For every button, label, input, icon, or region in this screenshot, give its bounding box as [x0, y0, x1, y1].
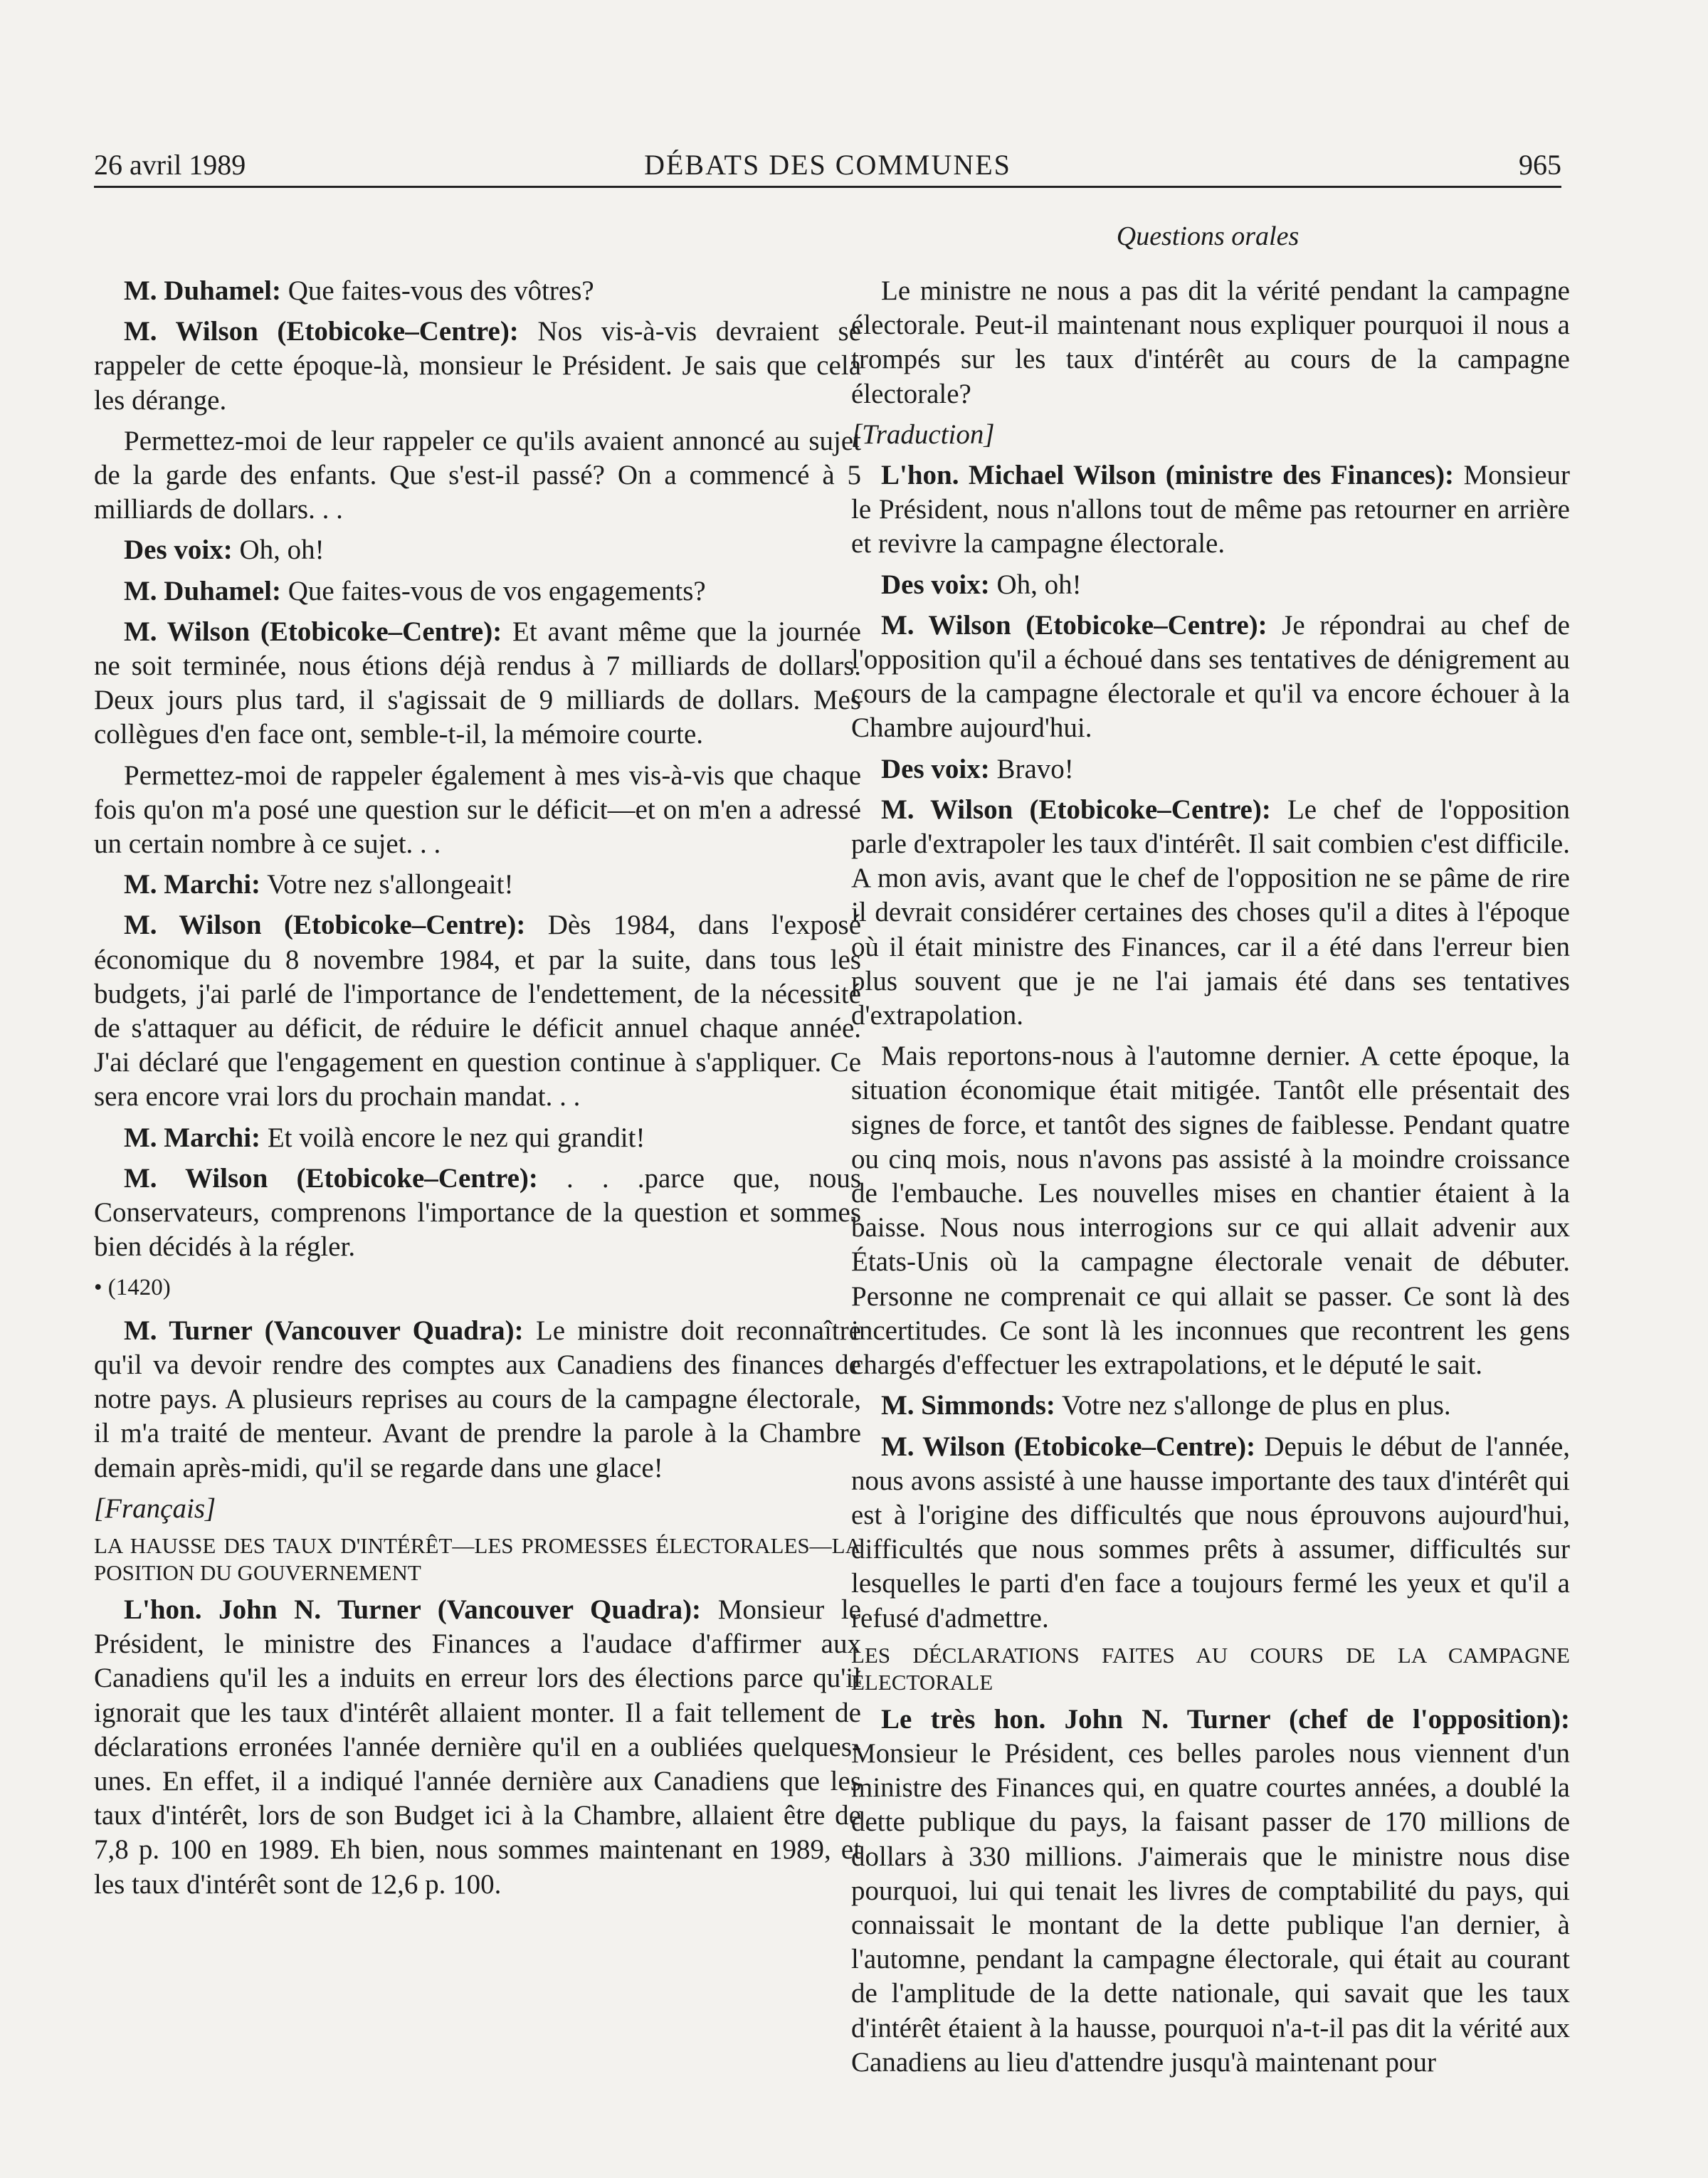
- speech-paragraph: [94, 574, 861, 609]
- speaker-name: Des voix:: [881, 569, 990, 600]
- speech-text: Votre nez s'allonge de plus en plus.: [1061, 1390, 1451, 1421]
- speaker-name: M. Duhamel:: [124, 575, 281, 606]
- speech-text: Nos vis-à-vis devraient se rappeler de cette époque-là, monsieur le Président. Je sais que cela les dérange.: [94, 316, 862, 416]
- speech-paragraph: [94, 908, 861, 1114]
- speech-text: Et avant même que la journée ne soit terminée, nous étions déjà rendus à 7 milliards de dollars. Deux jours plus tard, il s'agissait de 9 milliards de dollars. Mes collègues d'en face ont, semble-t-il, la mémoire courte.: [94, 616, 861, 750]
- right-column: [851, 274, 1570, 2086]
- speech-paragraph: [94, 424, 861, 527]
- speaker-name: M. Turner (Vancouver Quadra):: [124, 1315, 524, 1346]
- speech-paragraph: [851, 793, 1570, 1033]
- page-header: [94, 146, 1561, 188]
- speech-paragraph: [94, 1121, 861, 1155]
- speaker-name: M. Wilson (Etobicoke–Centre):: [881, 609, 1267, 641]
- speech-paragraph: [94, 1314, 861, 1485]
- speech-paragraph: [851, 1430, 1570, 1636]
- section-heading: Questions orales: [1116, 221, 1300, 251]
- speech-text: Je répondrai au chef de l'opposition qu'il a échoué dans ses tentatives de dénigrement au cours de la campagne électorale et qu'il va encore échouer à la Chambre aujourd'hui.: [851, 609, 1570, 744]
- speech-paragraph: [851, 1389, 1570, 1423]
- speaker-name: L'hon. John N. Turner (Vancouver Quadra):: [124, 1594, 702, 1625]
- speech-paragraph: [851, 568, 1570, 602]
- speech-text: Le ministre ne nous a pas dit la vérité pendant la campagne électorale. Peut-il maintenant nous expliquer pourquoi il nous a trompés sur les taux d'intérêt au cours de la campagne électorale?: [851, 275, 1570, 409]
- speaker-name: M. Wilson (Etobicoke–Centre):: [881, 1431, 1256, 1462]
- speech-paragraph: [851, 274, 1570, 411]
- speech-paragraph: [94, 315, 861, 418]
- speech-text: Oh, oh!: [996, 569, 1082, 600]
- speech-paragraph: [851, 1039, 1570, 1382]
- speech-paragraph: [851, 1703, 1570, 2080]
- speaker-name: M. Wilson (Etobicoke–Centre):: [124, 910, 526, 941]
- speech-text: Monsieur le Président, le ministre des Finances a l'audace d'affirmer aux Canadiens qu'il les a induits en erreur lors des élections parce qu'il ignorait que les taux d'intérêt allaient monter. Il a fait tellement de déclarations erronées l'année dernière qu'il en a oubliées quelques-unes. En effet, il a indiqué l'année dernière aux Canadiens que les taux d'intérêt, lors de son Budget ici à la Chambre, allaient être de 7,8 p. 100 en 1989. Eh bien, nous sommes maintenant en 1989, et les taux d'intérêt sont de 12,6 p. 100.: [94, 1594, 861, 1900]
- speech-paragraph: [94, 1593, 861, 1902]
- speech-text: Bravo!: [996, 753, 1074, 784]
- speaker-name: M. Duhamel:: [124, 275, 281, 306]
- topic-heading: LES DÉCLARATIONS FAITES AU COURS DE LA CAMPAGNE ÉLECTORALE: [851, 1642, 1570, 1695]
- speaker-name: M. Simmonds:: [881, 1390, 1055, 1421]
- language-tag: [Traduction]: [851, 419, 995, 450]
- speaker-name: M. Wilson (Etobicoke–Centre):: [124, 316, 519, 347]
- speech-paragraph: [851, 609, 1570, 746]
- left-column: [94, 274, 861, 1908]
- speech-text: Permettez-moi de rappeler également à mes vis-à-vis que chaque fois qu'on m'a posé une question sur le déficit—et on m'en a adressé un certain nombre à ce sujet. . .: [94, 759, 861, 860]
- time-marker: • (1420): [94, 1275, 171, 1301]
- speech-text: Monsieur le Président, nous n'allons tout de même pas retourner en arrière et revivre la campagne électorale.: [851, 460, 1570, 559]
- speaker-name: M. Wilson (Etobicoke–Centre):: [124, 616, 502, 647]
- speech-text: Et voilà encore le nez qui grandit!: [267, 1122, 645, 1153]
- speech-text: Le ministre doit reconnaître qu'il va devoir rendre des comptes aux Canadiens des finances de notre pays. A plusieurs reprises au cours de la campagne électorale, il m'a traité de menteur. Avant de prendre la parole à la Chambre demain après-midi, qu'il se regarde dans une glace!: [94, 1315, 861, 1483]
- page-number: 965: [1519, 149, 1561, 181]
- speaker-name: M. Marchi:: [124, 869, 261, 900]
- speech-text: Permettez-moi de leur rappeler ce qu'ils avaient annoncé au sujet de la garde des enfants. Que s'est-il passé? On a commencé à 5 milliards de dollars. . .: [94, 425, 861, 525]
- topic-heading: LA HAUSSE DES TAUX D'INTÉRÊT—LES PROMESSES ÉLECTORALES—LA POSITION DU GOUVERNEMENT: [94, 1532, 861, 1585]
- speech-paragraph: [94, 759, 861, 862]
- speaker-name: Le très hon. John N. Turner (chef de l'opposition):: [881, 1703, 1570, 1735]
- speech-text: Votre nez s'allongeait!: [267, 869, 514, 900]
- language-tag: [Français]: [94, 1493, 216, 1524]
- speech-paragraph: [851, 752, 1570, 786]
- speech-text: Mais reportons-nous à l'automne dernier. A cette époque, la situation économique était mitigée. Tantôt elle présentait des signes de force, et tantôt des signes de faiblesse. Pendant quatre ou cinq mois, nous n'avons pas assisté à la moindre croissance de l'embauche. Les nouvelles mises en chantier étaient à la baisse. Nous nous interrogions sur ce qui allait advenir aux États-Unis où la campagne électorale venait de débuter. Personne ne comprenait ce qui allait se passer. Ce sont là des incertitudes. Ce sont là les inconnues que recontrent les gens chargés d'effectuer les extrapolations, et le député le sait.: [851, 1041, 1570, 1381]
- speaker-name: Des voix:: [124, 535, 233, 566]
- speech-paragraph: [94, 274, 861, 308]
- header-date: 26 avril 1989: [94, 149, 246, 181]
- speech-text: . . .parce que, nous Conservateurs, comprenons l'importance de la question et sommes bien décidés à la régler.: [94, 1162, 862, 1263]
- speech-text: Le chef de l'opposition parle d'extrapoler les taux d'intérêt. Il sait combien c'est difficile. A mon avis, avant que le chef de l'opposition ne se pâme de rire il devrait considérer certaines des choses qu'il a dites à l'époque où il était ministre des Finances, car il a été dans l'erreur bien plus souvent que je ne l'ai jamais été dans ses tentatives d'extrapolation.: [851, 794, 1570, 1031]
- speech-paragraph: [94, 1162, 861, 1265]
- speech-text: Oh, oh!: [239, 535, 325, 566]
- speaker-name: L'hon. Michael Wilson (ministre des Finances):: [881, 460, 1455, 491]
- speaker-name: M. Marchi:: [124, 1122, 261, 1153]
- header-title: DÉBATS DES COMMUNES: [644, 149, 1011, 181]
- speech-text: Depuis le début de l'année, nous avons assisté à une hausse importante des taux d'intérêt qui est à l'origine des difficultés que nous éprouvons aujourd'hui, difficultés que nous sommes prêts à assumer, difficultés sur lesquelles le parti d'en face a toujours fermé les yeux et qu'il a refusé d'admettre.: [851, 1431, 1571, 1634]
- speaker-name: M. Wilson (Etobicoke–Centre):: [881, 794, 1271, 825]
- speech-text: Dès 1984, dans l'exposé économique du 8 novembre 1984, et par la suite, dans tous les budgets, j'ai parlé de l'importance de l'endettement, de la nécessité de s'attaquer au déficit, de réduire le déficit annuel chaque année. J'ai déclaré que l'engagement en question continue à s'appliquer. Ce sera encore vrai lors du prochain mandat. . .: [94, 910, 862, 1112]
- speech-paragraph: [94, 533, 861, 567]
- speech-paragraph: [851, 458, 1570, 562]
- speech-text: Monsieur le Président, ces belles paroles nous viennent d'un ministre des Finances qui, en quatre courtes années, a doublé la dette publique du pays, la faisant passer de 170 millions de dollars à 330 millions. J'aimerais que le ministre nous dise pourquoi, lui qui tenait les livres de comptabilité du pays, qui connaissait le montant de la dette publique l'an dernier, à l'automne, pendant la campagne électorale, qui était au courant de l'amplitude de la dette nationale, qui savait que les taux d'intérêt étaient à la hausse, pourquoi n'a-t-il pas dit la vérité aux Canadiens au lieu d'attendre jusqu'à maintenant pour: [851, 1737, 1570, 2078]
- speech-text: Que faites-vous de vos engagements?: [288, 575, 706, 606]
- speech-paragraph: [94, 868, 861, 902]
- speaker-name: M. Wilson (Etobicoke–Centre):: [124, 1162, 538, 1194]
- speech-paragraph: [94, 615, 861, 752]
- speech-text: Que faites-vous des vôtres?: [288, 275, 594, 306]
- speaker-name: Des voix:: [881, 753, 990, 784]
